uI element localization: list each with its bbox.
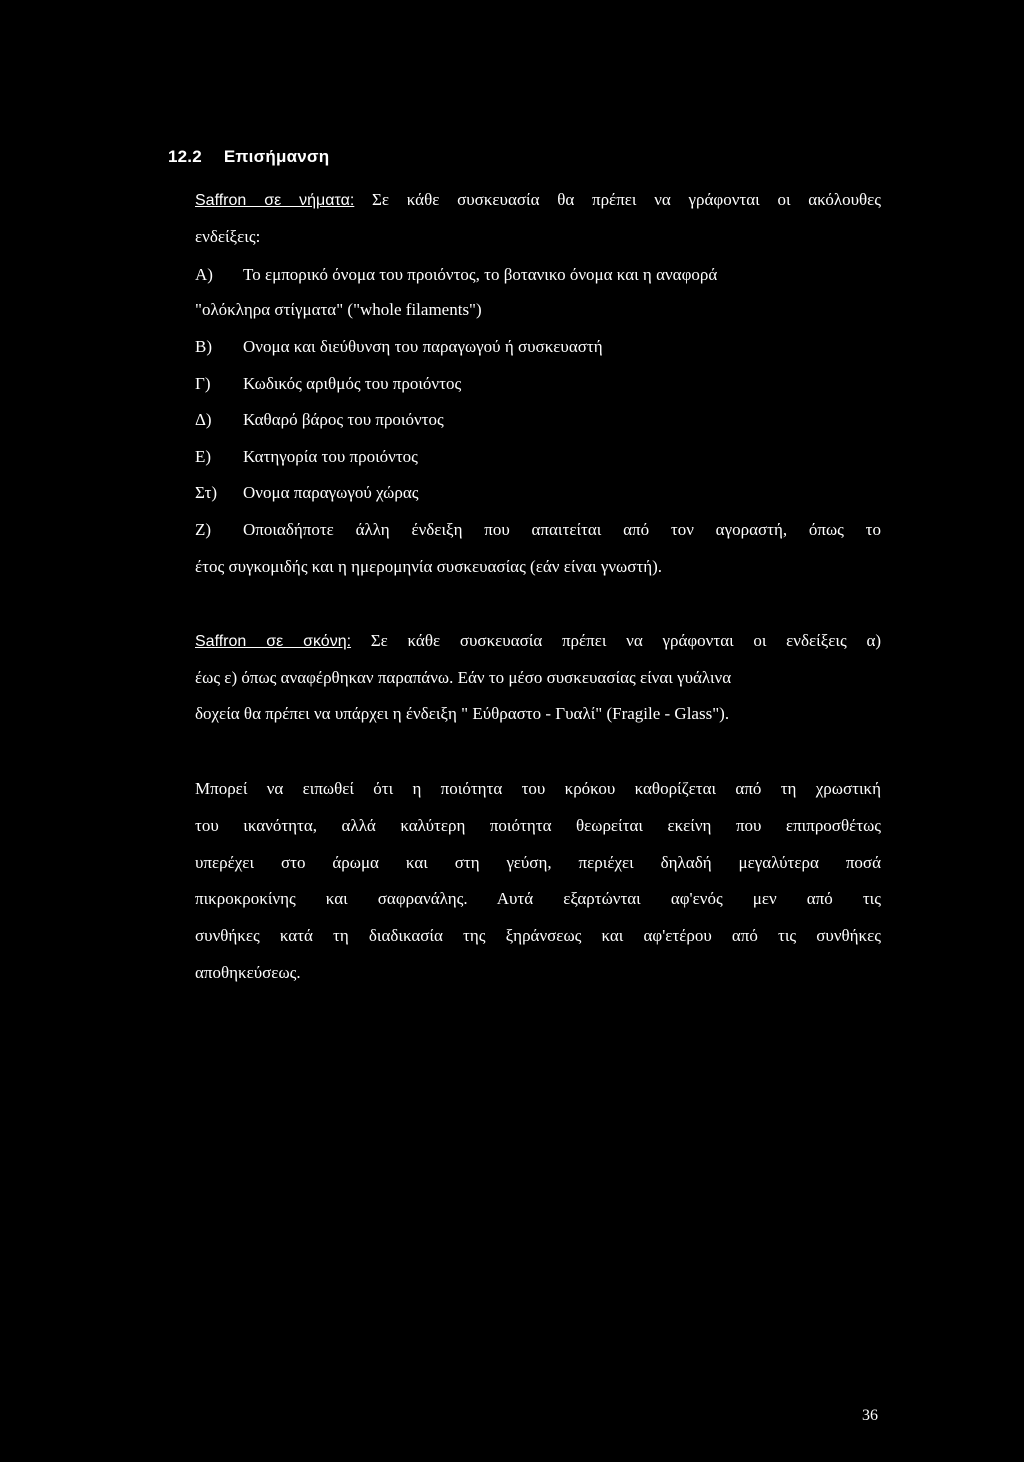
list-item-label: Ζ) bbox=[195, 520, 212, 539]
quality-line-2: του ικανότητα, αλλά καλύτερη ποιότητα θεωρείται εκείνη που επιπροσθέτως bbox=[195, 816, 881, 835]
threads-intro-line-1 bbox=[195, 189, 881, 212]
quality-line-3: υπερέχει στο άρωμα και στη γεύση, περιέχει δηλαδή μεγαλύτερα ποσά bbox=[195, 853, 881, 872]
list-item-label: Δ) bbox=[195, 410, 212, 429]
list-item-c bbox=[195, 373, 461, 395]
threads-intro-line-2: ενδείξεις: bbox=[195, 227, 261, 246]
quality-line-4: πικροκροκίνης και σαφρανάλης. Αυτά εξαρτώνται αφ'ενός μεν από τις bbox=[195, 889, 881, 908]
quality-line-6: αποθηκεύσεως. bbox=[195, 963, 301, 982]
powder-text: Σε κάθε συσκευασία πρέπει να γράφονται οι ενδείξεις α) bbox=[370, 631, 882, 650]
list-item-label: Α) bbox=[195, 265, 213, 284]
list-item-text: Καθαρό βάρος του προιόντος bbox=[243, 410, 444, 429]
list-item-text: Το εμπορικό όνομα του προιόντος, το βοτανικο όνομα και η αναφορά bbox=[243, 265, 718, 284]
list-item-text: Κατηγορία του προιόντος bbox=[243, 447, 418, 466]
list-item-a-continued bbox=[195, 299, 482, 321]
threads-label: Saffron σε νήματα: bbox=[195, 192, 355, 209]
list-item-a bbox=[195, 264, 717, 286]
list-item-text: Ονομα παραγωγού χώρας bbox=[243, 483, 419, 502]
list-item-z bbox=[195, 519, 881, 541]
list-item-d bbox=[195, 409, 444, 431]
list-item-text: Οποιαδήποτε άλλη ένδειξη που απαιτείται από τον αγοραστή, όπως το bbox=[243, 520, 881, 539]
quality-line-5: συνθήκες κατά τη διαδικασία της ξηράνσεως και αφ'ετέρου από τις συνθήκες bbox=[195, 926, 881, 945]
list-item-text: Κωδικός αριθμός του προιόντος bbox=[243, 374, 462, 393]
quality-line-1: Μπορεί να ειπωθεί ότι η ποιότητα του κρόκου καθορίζεται από τη χρωστική bbox=[195, 779, 881, 798]
powder-line-3: δοχεία θα πρέπει να υπάρχει η ένδειξη " Εύθραστο - Γυαλί" (Fragile - Glass"). bbox=[195, 704, 730, 723]
list-item-e bbox=[195, 446, 418, 468]
powder-line-1 bbox=[195, 630, 881, 653]
list-item-label: Στ) bbox=[195, 483, 218, 502]
threads-intro-text: Σε κάθε συσκευασία θα πρέπει να γράφονται οι ακόλουθες bbox=[372, 190, 882, 209]
list-item-text: Ονομα και διεύθυνση του παραγωγού ή συσκευαστή bbox=[243, 337, 603, 356]
powder-label: Saffron σε σκόνη: bbox=[195, 633, 352, 650]
list-item-text: έτος συγκομιδής και η ημερομηνία συσκευασίας (εάν είναι γνωστή). bbox=[195, 557, 663, 576]
list-item-st bbox=[195, 482, 418, 504]
section-heading bbox=[168, 147, 329, 167]
list-item-text: "ολόκληρα στίγματα" ("whole filaments") bbox=[195, 300, 482, 319]
section-title: Επισήμανση bbox=[223, 147, 330, 166]
list-item-label: Γ) bbox=[195, 374, 211, 393]
list-item-label: Ε) bbox=[195, 447, 212, 466]
section-number: 12.2 bbox=[168, 147, 202, 166]
list-item-z-continued bbox=[195, 556, 662, 578]
page-number: 36 bbox=[862, 1407, 878, 1424]
list-item-label: Β) bbox=[195, 337, 212, 356]
list-item-b bbox=[195, 336, 603, 358]
powder-line-2: έως ε) όπως αναφέρθηκαν παραπάνω. Εάν το μέσο συσκευασίας είναι γυάλινα bbox=[195, 668, 732, 687]
